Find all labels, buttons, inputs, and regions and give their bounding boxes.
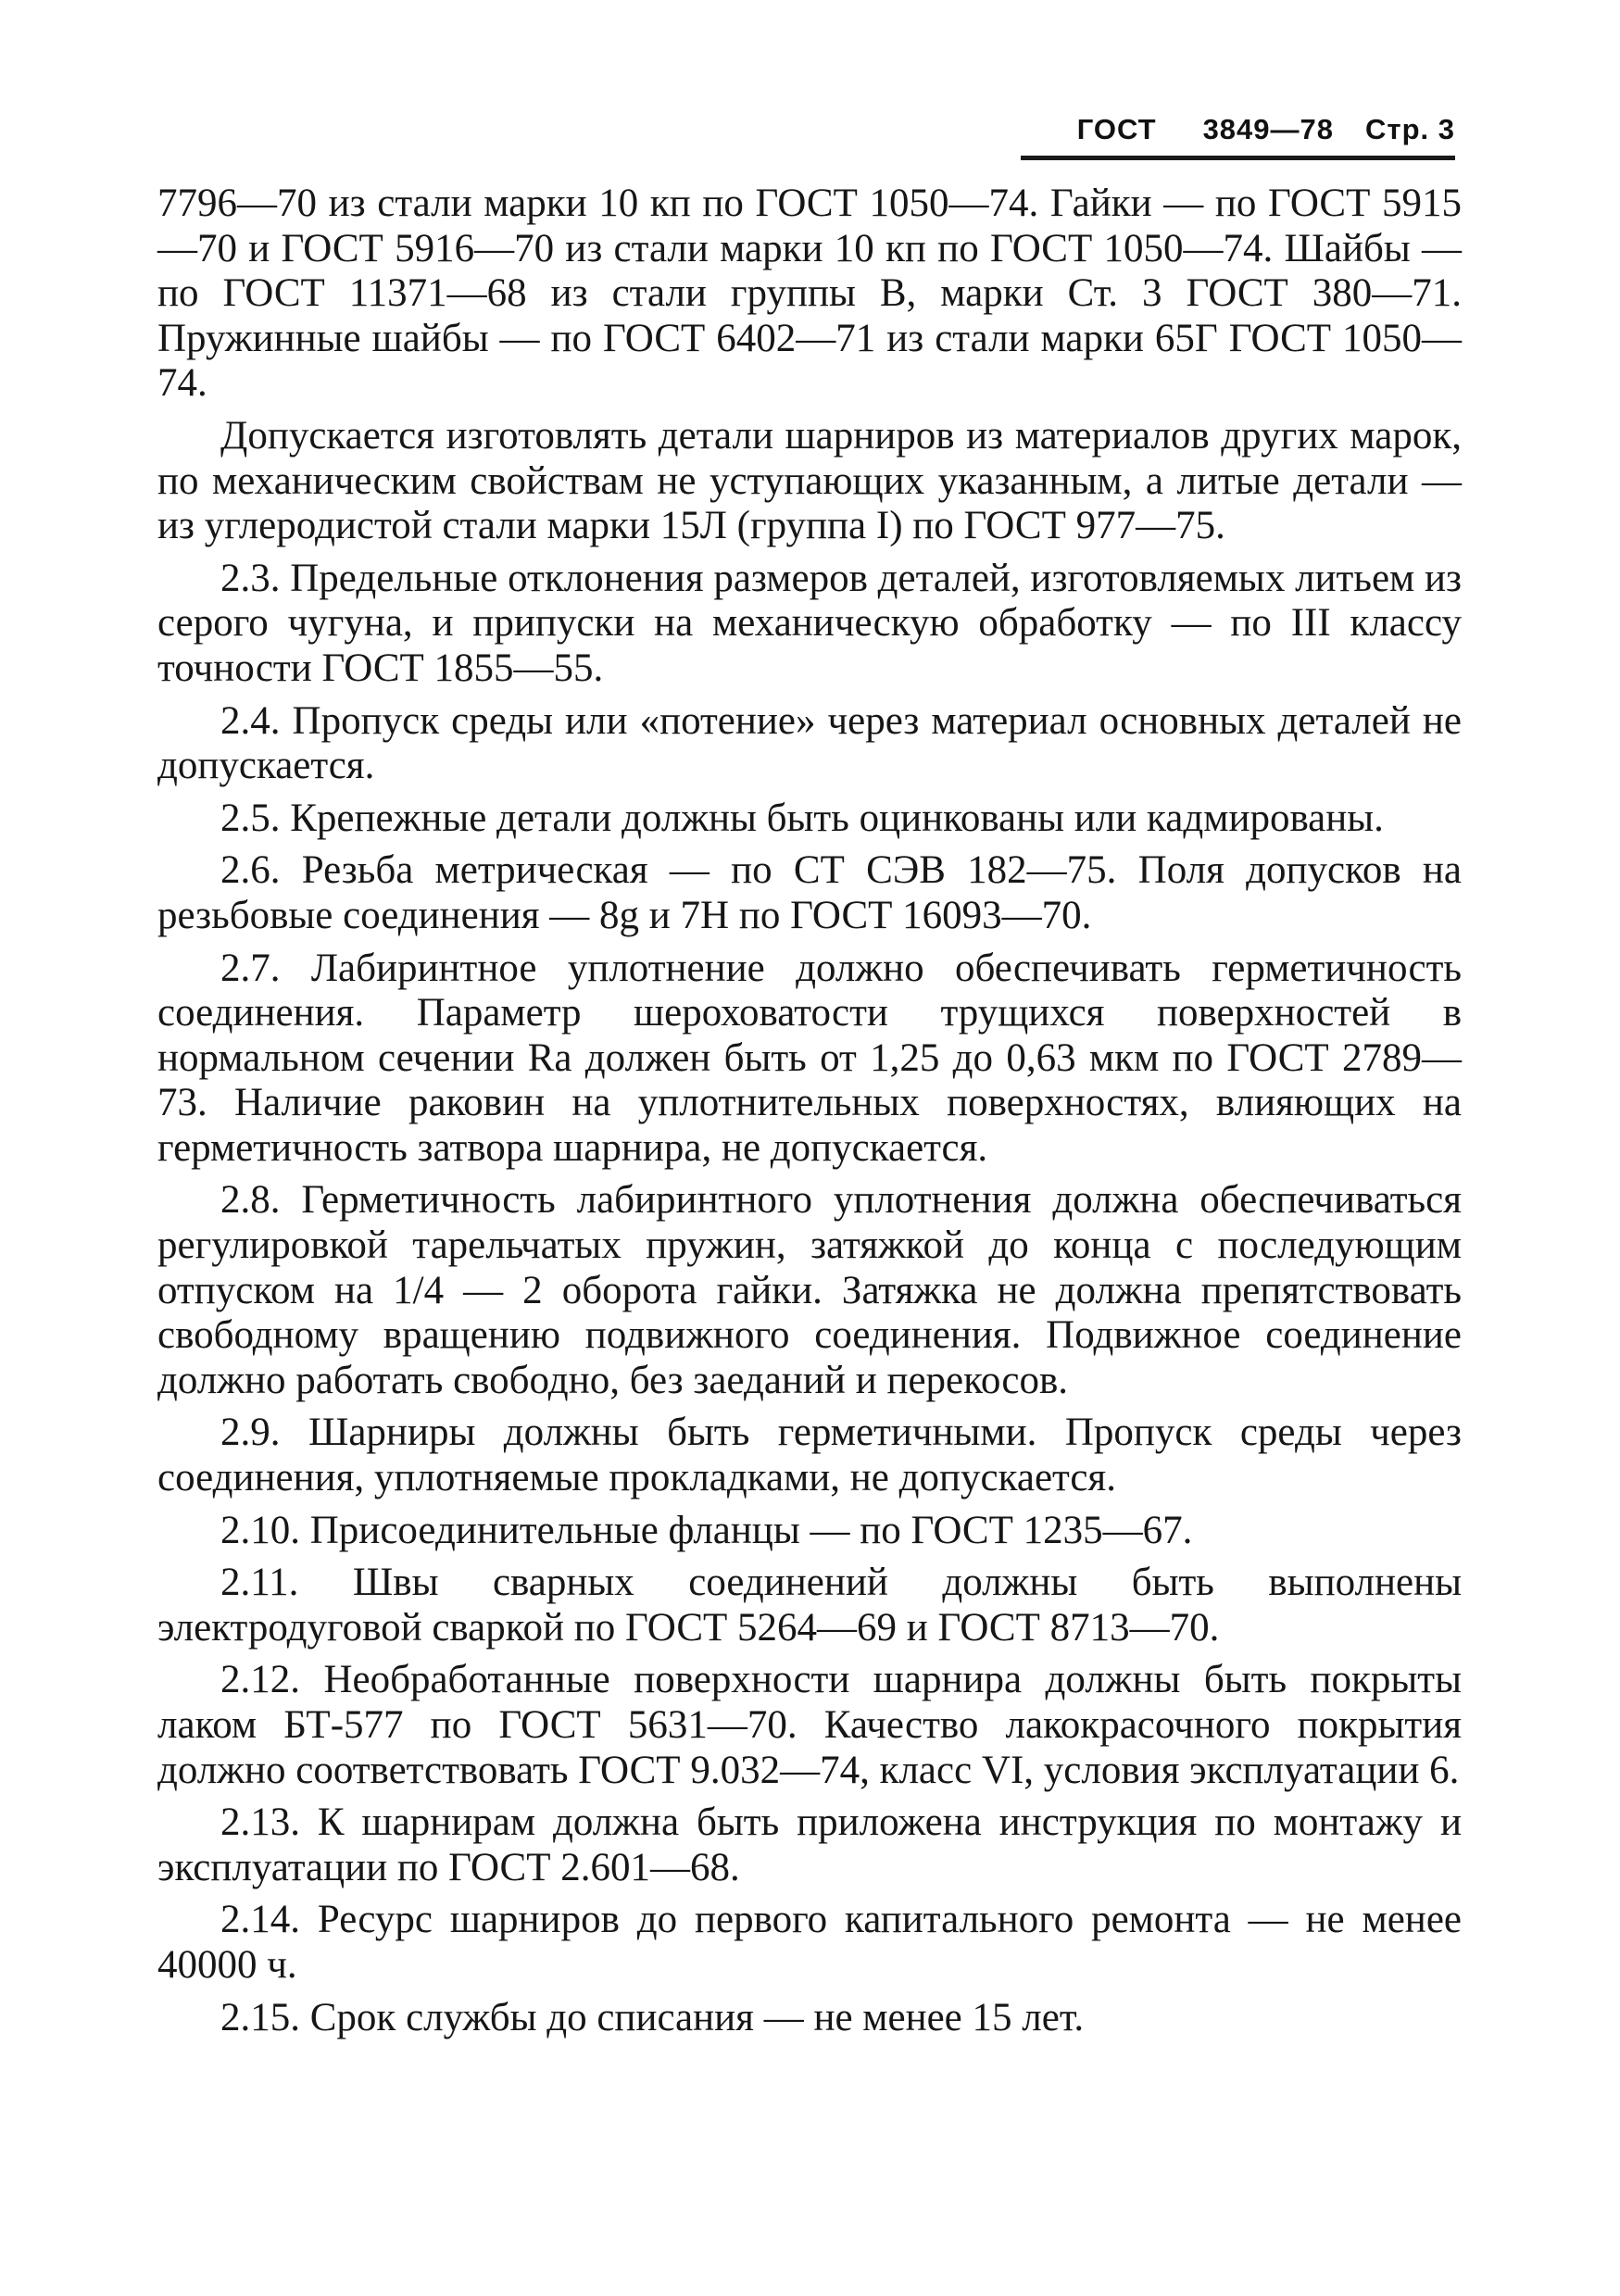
paragraph-2-4: 2.4. Пропуск среды или «потение» через материал основных деталей не допускается.: [157, 698, 1462, 788]
paragraph-2-10: 2.10. Присоединительные фланцы — по ГОСТ 1235—67.: [220, 1508, 1193, 1552]
page-header: [1077, 113, 1455, 146]
paragraph-materials-alternatives: Допускается изготовлять детали шарниров из материалов других марок, по механическим свойствам не уступающих указанным, а литые детали — из углеродистой стали марки 15Л (группа I) по ГОСТ 977—75.: [157, 413, 1462, 548]
paragraph-2-12: 2.12. Необработанные поверхности шарнира должны быть покрыты лаком БТ-577 по ГОСТ 5631—70. Качество лакокрасочного покрытия должно соответствовать ГОСТ 9.032—74, класс VI, условия эксплуатации 6.: [157, 1658, 1462, 1792]
paragraph-2-8: 2.8. Герметичность лабиринтного уплотнения должна обеспечиваться регулировкой тарельчатых пружин, затяжкой до конца с последующим отпуском на 1/4 — 2 оборота гайки. Затяжка не должна препятствовать свободному вращению подвижного соединения. Подвижное соединение должно работать свободно, без заеданий и перекосов.: [157, 1178, 1462, 1402]
paragraph-continuation: 7796—70 из стали марки 10 кп по ГОСТ 1050—74. Гайки — по ГОСТ 5915—70 и ГОСТ 5916—70 из стали марки 10 кп по ГОСТ 1050—74. Шайбы — по ГОСТ 11371—68 из стали группы В, марки Ст. 3 ГОСТ 380—71. Пружинные шайбы — по ГОСТ 6402—71 из стали марки 65Г ГОСТ 1050—74.: [157, 182, 1462, 406]
paragraph-2-11: 2.11. Швы сварных соединений должны быть выполнены электродуговой сваркой по ГОСТ 5264—69 и ГОСТ 8713—70.: [157, 1561, 1462, 1650]
document-body: [157, 182, 1462, 2048]
paragraph-2-6: 2.6. Резьба метрическая — по СТ СЭВ 182—75. Поля допусков на резьбовые соединения — 8g и 7Н по ГОСТ 16093—70.: [157, 848, 1462, 937]
paragraph-2-5: 2.5. Крепежные детали должны быть оцинкованы или кадмированы.: [220, 796, 1384, 840]
header-doc-code: ГОСТ: [1076, 113, 1157, 145]
paragraph-2-13: 2.13. К шарнирам должна быть приложена инструкция по монтажу и эксплуатации по ГОСТ 2.601—68.: [157, 1800, 1462, 1889]
paragraph-2-15: 2.15. Срок службы до списания — не менее 15 лет.: [220, 1995, 1085, 2039]
header-rule: [1021, 156, 1455, 160]
header-page-label: Стр. 3: [1365, 113, 1455, 145]
paragraph-2-7: 2.7. Лабиринтное уплотнение должно обеспечивать герметичность соединения. Параметр шероховатости трущихся поверхностей в нормальном сечении Ra должен быть от 1,25 до 0,63 мкм по ГОСТ 2789—73. Наличие раковин на уплотнительных поверхностях, влияющих на герметичность затвора шарнира, не допускается.: [157, 946, 1462, 1170]
paragraph-2-3: 2.3. Предельные отклонения размеров деталей, изготовляемых литьем из серого чугуна, и припуски на механическую обработку — по III классу точности ГОСТ 1855—55.: [157, 556, 1462, 690]
paragraph-2-14: 2.14. Ресурс шарниров до первого капитального ремонта — не менее 40000 ч.: [157, 1898, 1462, 1987]
header-doc-number: 3849—78: [1202, 113, 1335, 145]
paragraph-2-9: 2.9. Шарниры должны быть герметичными. Пропуск среды через соединения, уплотняемые прокладками, не допускается.: [157, 1411, 1462, 1500]
